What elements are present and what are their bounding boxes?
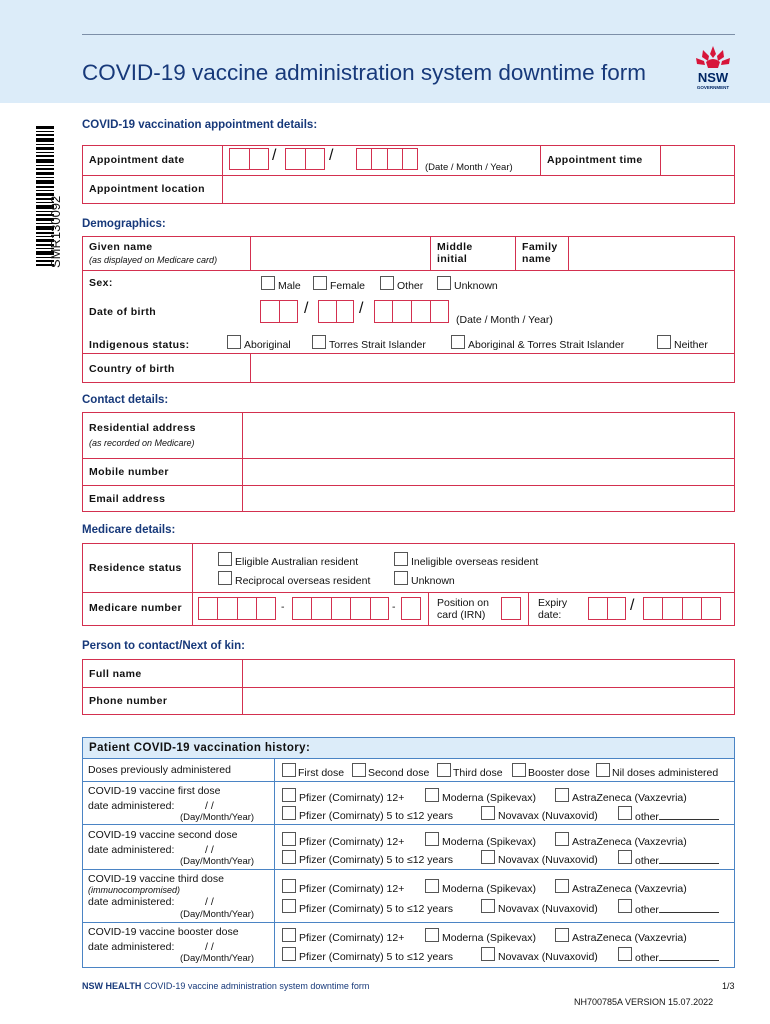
- r1-pfizer5-checkbox[interactable]: [282, 806, 296, 820]
- page-number: 1/3: [722, 981, 735, 991]
- third-dose-date-slashes[interactable]: / /: [205, 896, 214, 908]
- residence-unknown-checkbox[interactable]: [394, 571, 408, 585]
- country-of-birth-input[interactable]: [251, 354, 734, 382]
- appointment-heading: COVID-19 vaccination appointment details:: [82, 119, 318, 131]
- sex-other-label: Other: [397, 280, 424, 292]
- form-title: COVID-19 vaccine administration system downtime form: [82, 60, 646, 85]
- r3-astrazeneca-label: AstraZeneca (Vaxzevria): [572, 883, 687, 895]
- second-dose-date-slashes[interactable]: / /: [205, 844, 214, 856]
- booster-dose-label: Booster dose: [528, 767, 590, 779]
- r3-pfizer5-checkbox[interactable]: [282, 899, 296, 913]
- first-dose-title: COVID-19 vaccine first dose: [88, 785, 221, 797]
- header-band: [0, 0, 770, 103]
- r4-novavax-label: Novavax (Nuvaxovid): [498, 951, 598, 963]
- r4-moderna-checkbox[interactable]: [425, 928, 439, 942]
- r2-astrazeneca-checkbox[interactable]: [555, 832, 569, 846]
- r4-pfizer12-label: Pfizer (Comirnaty) 12+: [299, 932, 405, 944]
- form-code: SMR130092: [48, 195, 63, 268]
- second-dose-date-label: date administered:: [88, 844, 175, 856]
- sex-unknown-label: Unknown: [454, 280, 498, 292]
- eligible-resident-label: Eligible Australian resident: [235, 556, 359, 568]
- r4-other-label: other: [635, 951, 719, 964]
- history-heading: Patient COVID-19 vaccination history:: [89, 742, 311, 754]
- appointment-date-hint: (Date / Month / Year): [425, 162, 513, 173]
- sex-label: Sex:: [89, 277, 113, 289]
- footer-left: [82, 981, 369, 991]
- r3-pfizer12-label: Pfizer (Comirnaty) 12+: [299, 883, 405, 895]
- r2-other-checkbox[interactable]: [618, 850, 632, 864]
- r3-other-checkbox[interactable]: [618, 899, 632, 913]
- r1-other-label: other: [635, 810, 719, 823]
- given-name-label: Given name: [89, 241, 153, 253]
- r1-pfizer12-checkbox[interactable]: [282, 788, 296, 802]
- ineligible-overseas-label: Ineligible overseas resident: [411, 556, 539, 568]
- third-dose-label: Third dose: [453, 767, 503, 779]
- residential-address-label: Residential address: [89, 422, 196, 434]
- first-dose-label: First dose: [298, 767, 345, 779]
- r2-other-label: other: [635, 854, 719, 867]
- r4-pfizer12-checkbox[interactable]: [282, 928, 296, 942]
- indigenous-tsi-label: Torres Strait Islander: [329, 339, 426, 351]
- residential-address-hint: (as recorded on Medicare): [89, 438, 195, 448]
- r4-other-checkbox[interactable]: [618, 947, 632, 961]
- r4-astrazeneca-label: AstraZeneca (Vaxzevria): [572, 932, 687, 944]
- medicare-number-part2[interactable]: [292, 597, 389, 620]
- r1-moderna-label: Moderna (Spikevax): [442, 792, 536, 804]
- sex-female-label: Female: [330, 280, 366, 292]
- third-dose-note: (immunocompromised): [88, 885, 181, 895]
- eligible-resident-checkbox[interactable]: [218, 552, 232, 566]
- medicare-number-label: Medicare number: [89, 602, 182, 614]
- svg-text:GOVERNMENT: GOVERNMENT: [696, 85, 730, 90]
- r3-pfizer5-label: Pfizer (Comirnaty) 5 to ≤12 years: [299, 903, 453, 915]
- family-name-input[interactable]: [569, 237, 734, 269]
- r2-novavax-label: Novavax (Nuvaxovid): [498, 854, 598, 866]
- r2-moderna-label: Moderna (Spikevax): [442, 836, 536, 848]
- sex-male-label: Male: [278, 280, 301, 292]
- indigenous-neither-label: Neither: [674, 339, 708, 351]
- family-name-label: Family name: [522, 241, 558, 265]
- r2-novavax-checkbox[interactable]: [481, 850, 495, 864]
- medicare-dash-1: -: [281, 601, 285, 613]
- given-name-hint: (as displayed on Medicare card): [89, 255, 218, 265]
- footer-brand: NSW HEALTH: [82, 981, 142, 991]
- r3-astrazeneca-checkbox[interactable]: [555, 879, 569, 893]
- third-dose-checkbox[interactable]: [437, 763, 451, 777]
- indigenous-aboriginal-checkbox[interactable]: [227, 335, 241, 349]
- booster-dose-checkbox[interactable]: [512, 763, 526, 777]
- booster-dose-title: COVID-19 vaccine booster dose: [88, 926, 239, 938]
- second-dose-checkbox[interactable]: [352, 763, 366, 777]
- email-label: Email address: [89, 493, 166, 505]
- kin-full-name-label: Full name: [89, 668, 142, 680]
- booster-dose-date-hint: (Day/Month/Year): [180, 953, 255, 964]
- r4-moderna-label: Moderna (Spikevax): [442, 932, 536, 944]
- appointment-time-label: Appointment time: [547, 154, 643, 166]
- indigenous-both-checkbox[interactable]: [451, 335, 465, 349]
- mobile-number-label: Mobile number: [89, 466, 169, 478]
- indigenous-aboriginal-label: Aboriginal: [244, 339, 291, 351]
- third-dose-date-label: date administered:: [88, 896, 175, 908]
- sex-female-checkbox[interactable]: [313, 276, 327, 290]
- kin-full-name-input[interactable]: [243, 660, 734, 686]
- r2-moderna-checkbox[interactable]: [425, 832, 439, 846]
- ineligible-overseas-checkbox[interactable]: [394, 552, 408, 566]
- residence-unknown-label: Unknown: [411, 575, 455, 587]
- r1-novavax-label: Novavax (Nuvaxovid): [498, 810, 598, 822]
- indigenous-status-label: Indigenous status:: [89, 339, 190, 351]
- indigenous-neither-checkbox[interactable]: [657, 335, 671, 349]
- r2-astrazeneca-label: AstraZeneca (Vaxzevria): [572, 836, 687, 848]
- kin-phone-label: Phone number: [89, 695, 168, 707]
- reciprocal-overseas-checkbox[interactable]: [218, 571, 232, 585]
- first-dose-checkbox[interactable]: [282, 763, 296, 777]
- r2-pfizer5-label: Pfizer (Comirnaty) 5 to ≤12 years: [299, 854, 453, 866]
- booster-dose-date-slashes[interactable]: / /: [205, 941, 214, 953]
- appointment-time-input[interactable]: [661, 146, 734, 174]
- svg-text:NSW: NSW: [697, 70, 729, 85]
- reciprocal-overseas-label: Reciprocal overseas resident: [235, 575, 371, 587]
- irn-label: Position on card (IRN): [437, 597, 489, 621]
- r4-pfizer5-checkbox[interactable]: [282, 947, 296, 961]
- second-dose-date-hint: (Day/Month/Year): [180, 856, 255, 867]
- email-input[interactable]: [243, 486, 734, 511]
- irn-input[interactable]: [501, 597, 521, 620]
- r4-novavax-checkbox[interactable]: [481, 947, 495, 961]
- kin-phone-input[interactable]: [243, 688, 734, 714]
- r3-pfizer12-checkbox[interactable]: [282, 879, 296, 893]
- medicare-heading: Medicare details:: [82, 524, 176, 536]
- residential-address-input[interactable]: [243, 413, 734, 457]
- r2-pfizer12-label: Pfizer (Comirnaty) 12+: [299, 836, 405, 848]
- r3-moderna-checkbox[interactable]: [425, 879, 439, 893]
- first-dose-date-slashes[interactable]: / /: [205, 800, 214, 812]
- form-version: NH700785A VERSION 15.07.2022: [574, 997, 714, 1007]
- middle-initial-label: Middle initial: [437, 241, 473, 265]
- third-dose-title: COVID-19 vaccine third dose: [88, 873, 224, 885]
- r1-astrazeneca-label: AstraZeneca (Vaxzevria): [572, 792, 687, 804]
- medicare-dash-2: -: [392, 601, 396, 613]
- country-of-birth-label: Country of birth: [89, 363, 175, 375]
- r4-astrazeneca-checkbox[interactable]: [555, 928, 569, 942]
- second-dose-label: Second dose: [368, 767, 430, 779]
- kin-heading: Person to contact/Next of kin:: [82, 640, 245, 652]
- appointment-date-label: Appointment date: [89, 154, 185, 166]
- dob-hint: (Date / Month / Year): [456, 314, 553, 326]
- r3-other-label: other: [635, 903, 719, 916]
- medicare-number-part3[interactable]: [401, 597, 421, 620]
- third-dose-date-hint: (Day/Month/Year): [180, 909, 255, 920]
- r3-moderna-label: Moderna (Spikevax): [442, 883, 536, 895]
- nil-doses-checkbox[interactable]: [596, 763, 610, 777]
- r2-pfizer5-checkbox[interactable]: [282, 850, 296, 864]
- r1-astrazeneca-checkbox[interactable]: [555, 788, 569, 802]
- r3-novavax-checkbox[interactable]: [481, 899, 495, 913]
- contact-heading: Contact details:: [82, 394, 169, 406]
- first-dose-date-hint: (Day/Month/Year): [180, 812, 255, 823]
- r4-pfizer5-label: Pfizer (Comirnaty) 5 to ≤12 years: [299, 951, 453, 963]
- sex-male-checkbox[interactable]: [261, 276, 275, 290]
- r1-pfizer12-label: Pfizer (Comirnaty) 12+: [299, 792, 405, 804]
- demographics-heading: Demographics:: [82, 218, 166, 230]
- r1-other-checkbox[interactable]: [618, 806, 632, 820]
- appointment-location-label: Appointment location: [89, 183, 205, 195]
- given-name-input[interactable]: [251, 237, 429, 269]
- first-dose-date-label: date administered:: [88, 800, 175, 812]
- r1-novavax-checkbox[interactable]: [481, 806, 495, 820]
- residence-status-label: Residence status: [89, 562, 182, 574]
- dob-label: Date of birth: [89, 306, 157, 318]
- r1-moderna-checkbox[interactable]: [425, 788, 439, 802]
- nsw-government-logo: [690, 44, 736, 94]
- r1-pfizer5-label: Pfizer (Comirnaty) 5 to ≤12 years: [299, 810, 453, 822]
- r2-pfizer12-checkbox[interactable]: [282, 832, 296, 846]
- nil-doses-label: Nil doses administered: [612, 767, 719, 779]
- footer-text: COVID-19 vaccine administration system downtime form: [143, 981, 370, 991]
- appointment-location-input[interactable]: [223, 176, 734, 203]
- expiry-label: Expiry date:: [538, 597, 568, 621]
- indigenous-tsi-checkbox[interactable]: [312, 335, 326, 349]
- sex-other-checkbox[interactable]: [380, 276, 394, 290]
- indigenous-both-label: Aboriginal & Torres Strait Islander: [468, 339, 625, 351]
- header-rule: [82, 34, 735, 35]
- booster-dose-date-label: date administered:: [88, 941, 175, 953]
- doses-previous-label: Doses previously administered: [88, 764, 231, 776]
- sex-unknown-checkbox[interactable]: [437, 276, 451, 290]
- mobile-number-input[interactable]: [243, 459, 734, 484]
- second-dose-title: COVID-19 vaccine second dose: [88, 829, 238, 841]
- r3-novavax-label: Novavax (Nuvaxovid): [498, 903, 598, 915]
